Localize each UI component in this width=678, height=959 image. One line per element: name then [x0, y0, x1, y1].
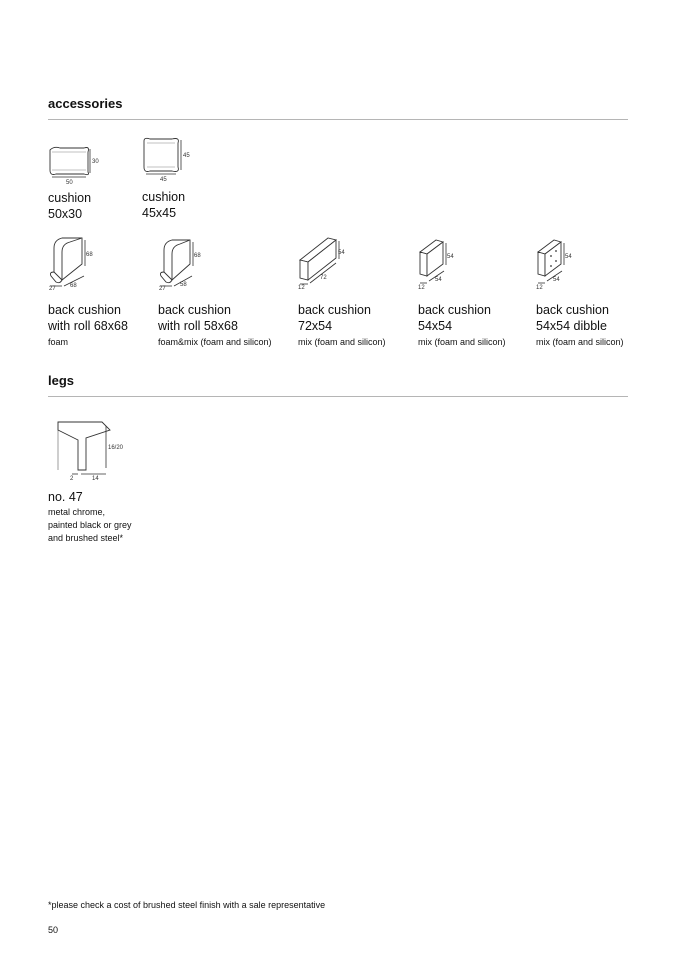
item-name: back cushion — [536, 303, 609, 317]
back-cushion-roll-icon — [158, 236, 218, 292]
item-name: no. 47 — [48, 490, 83, 504]
item-material: mix (foam and silicon) — [418, 337, 506, 347]
dimension-label: 45 — [183, 153, 190, 159]
cushion-icon — [142, 135, 202, 185]
accessory-item — [48, 140, 108, 222]
item-size: 54x54 dibble — [536, 319, 607, 333]
item-size: 54x54 — [418, 319, 453, 333]
dimension-label: 12 — [536, 285, 543, 291]
dimension-label: 68 — [70, 283, 77, 289]
page-number: 50 — [48, 925, 59, 935]
dimension-label: 12 — [298, 285, 305, 291]
leg-item — [48, 412, 138, 544]
item-name: back cushion — [158, 303, 231, 317]
dimension-label: 16/20 — [108, 445, 124, 451]
dimension-label: 14 — [92, 476, 99, 482]
dimension-label: 58 — [180, 282, 187, 288]
dimension-label: 27 — [49, 286, 56, 292]
item-size: 45x45 — [142, 206, 177, 220]
dimension-label: 72 — [320, 275, 327, 281]
item-name: back cushion — [418, 303, 491, 317]
dimension-label: 30 — [92, 159, 99, 165]
dimension-label: 54 — [447, 254, 454, 260]
dimension-label: 54 — [553, 277, 560, 283]
item-name: back cushion — [298, 303, 371, 317]
section-title-accessories: accessories — [48, 96, 123, 111]
dimension-label: 54 — [435, 277, 442, 283]
back-cushion-item — [48, 236, 128, 348]
leg-t-icon — [48, 412, 138, 484]
item-material: mix (foam and silicon) — [536, 337, 624, 347]
section-title-legs: legs — [48, 373, 75, 388]
dimension-label: 54 — [565, 254, 572, 260]
item-size: 50x30 — [48, 207, 83, 221]
dimension-label: 68 — [194, 253, 201, 259]
item-name: back cushion — [48, 303, 121, 317]
back-cushion-item — [158, 236, 272, 348]
footnote: *please check a cost of brushed steel finish with a sale representative — [48, 900, 326, 910]
item-material: foam&mix (foam and silicon) — [158, 337, 272, 347]
accessory-item — [142, 135, 202, 221]
item-material: metal chrome, — [48, 507, 106, 517]
dimension-label: 68 — [86, 252, 93, 258]
item-size: with roll 68x68 — [48, 319, 128, 333]
dimension-label: 45 — [160, 177, 167, 183]
item-material: mix (foam and silicon) — [298, 337, 386, 347]
dimension-label: 27 — [159, 286, 166, 292]
back-cushion-item — [298, 236, 386, 348]
item-material: and brushed steel* — [48, 533, 124, 543]
back-cushion-item — [418, 236, 506, 348]
divider — [48, 396, 628, 397]
item-material: painted black or grey — [48, 520, 132, 530]
back-cushion-icon — [298, 236, 358, 292]
dimension-label: 12 — [418, 285, 425, 291]
item-name: cushion — [142, 190, 186, 204]
back-cushion-icon — [418, 236, 478, 292]
item-material: foam — [48, 337, 69, 347]
back-cushion-dibble-icon — [536, 236, 596, 292]
cushion-icon — [48, 140, 108, 185]
dimension-label: 2 — [70, 476, 74, 482]
dimension-label: 54 — [338, 250, 345, 256]
dimension-label: 50 — [66, 180, 73, 186]
back-cushion-roll-icon — [48, 236, 108, 292]
item-name: cushion — [48, 191, 92, 205]
item-size: 72x54 — [298, 319, 333, 333]
divider — [48, 119, 628, 120]
item-size: with roll 58x68 — [158, 319, 238, 333]
back-cushion-item — [536, 236, 624, 348]
